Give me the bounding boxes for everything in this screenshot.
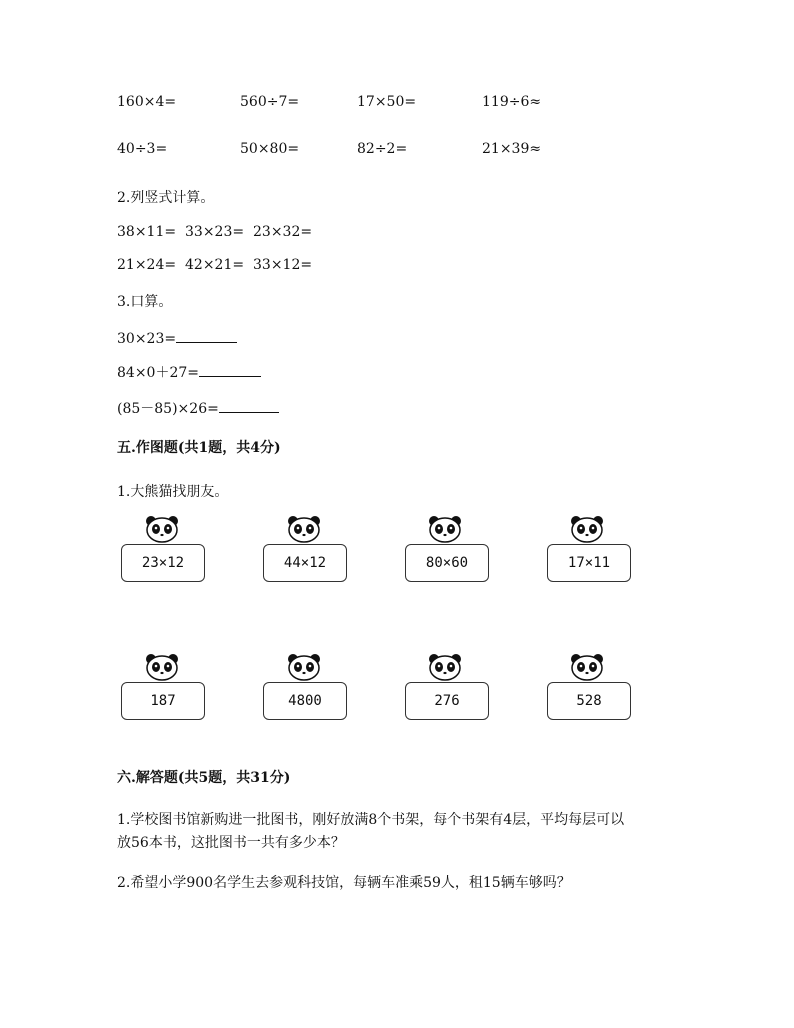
- match-card[interactable]: [405, 544, 489, 582]
- section-title: 六.解答题(共5题，共31分): [117, 770, 291, 786]
- section-title: 五.作图题(共1题，共4分): [117, 440, 281, 456]
- question-title: 3.口算。: [117, 294, 173, 310]
- card-label: 44×12: [283, 555, 327, 571]
- card-label: 528: [576, 693, 602, 709]
- card-label: 23×12: [141, 555, 185, 571]
- question-title: 1.大熊猫找朋友。: [117, 484, 229, 500]
- panda-icon: [569, 653, 605, 681]
- calc-item: 119÷6≈: [482, 94, 542, 110]
- calc-item: 40÷3=: [117, 141, 168, 157]
- calc-item: 21×24=: [117, 257, 177, 273]
- card-label: 276: [434, 693, 460, 709]
- calc-item: 21×39≈: [482, 141, 542, 157]
- calc-item: 82÷2=: [357, 141, 408, 157]
- panda-icon: [286, 653, 322, 681]
- calc-item: 30×23=: [117, 331, 177, 347]
- calc-item: 42×21=: [185, 257, 245, 273]
- match-card[interactable]: [121, 544, 205, 582]
- panda-icon: [144, 653, 180, 681]
- match-card[interactable]: [547, 682, 631, 720]
- calc-item: 23×32=: [253, 224, 313, 240]
- calc-item: 160×4=: [117, 94, 177, 110]
- panda-icon: [286, 515, 322, 543]
- question-title: 2.列竖式计算。: [117, 190, 215, 206]
- answer-blank[interactable]: [176, 328, 237, 343]
- panda-icon: [144, 515, 180, 543]
- panda-icon: [427, 653, 463, 681]
- answer-line-item: [117, 398, 279, 418]
- answer-blank[interactable]: [219, 398, 279, 413]
- calc-item: 17×50=: [357, 94, 417, 110]
- match-card[interactable]: [547, 544, 631, 582]
- panda-icon: [427, 515, 463, 543]
- calc-item: 38×11=: [117, 224, 177, 240]
- card-label: 80×60: [425, 555, 469, 571]
- match-card[interactable]: [121, 682, 205, 720]
- calc-item: (85－85)×26=: [117, 401, 219, 417]
- match-card[interactable]: [263, 544, 347, 582]
- calc-item: 33×23=: [185, 224, 245, 240]
- calc-item: 33×12=: [253, 257, 313, 273]
- card-label: 17×11: [567, 555, 611, 571]
- calc-item: 560÷7=: [240, 94, 300, 110]
- card-label: 187: [150, 693, 176, 709]
- card-label: 4800: [288, 693, 322, 709]
- calc-item: 50×80=: [240, 141, 300, 157]
- answer-line-item: [117, 328, 237, 347]
- panda-icon: [569, 515, 605, 543]
- answer-blank[interactable]: [199, 362, 261, 377]
- calc-item: 84×0＋27=: [117, 365, 199, 381]
- match-card[interactable]: [263, 682, 347, 720]
- answer-line-item: [117, 362, 261, 382]
- match-card[interactable]: [405, 682, 489, 720]
- question-text: 2.希望小学900名学生去参观科技馆，每辆车准乘59人，租15辆车够吗？: [117, 875, 571, 891]
- question-text: 1.学校图书馆新购进一批图书，刚好放满8个书架，每个书架有4层，平均每层可以: [117, 812, 625, 828]
- question-text: 放56本书，这批图书一共有多少本？: [117, 835, 345, 851]
